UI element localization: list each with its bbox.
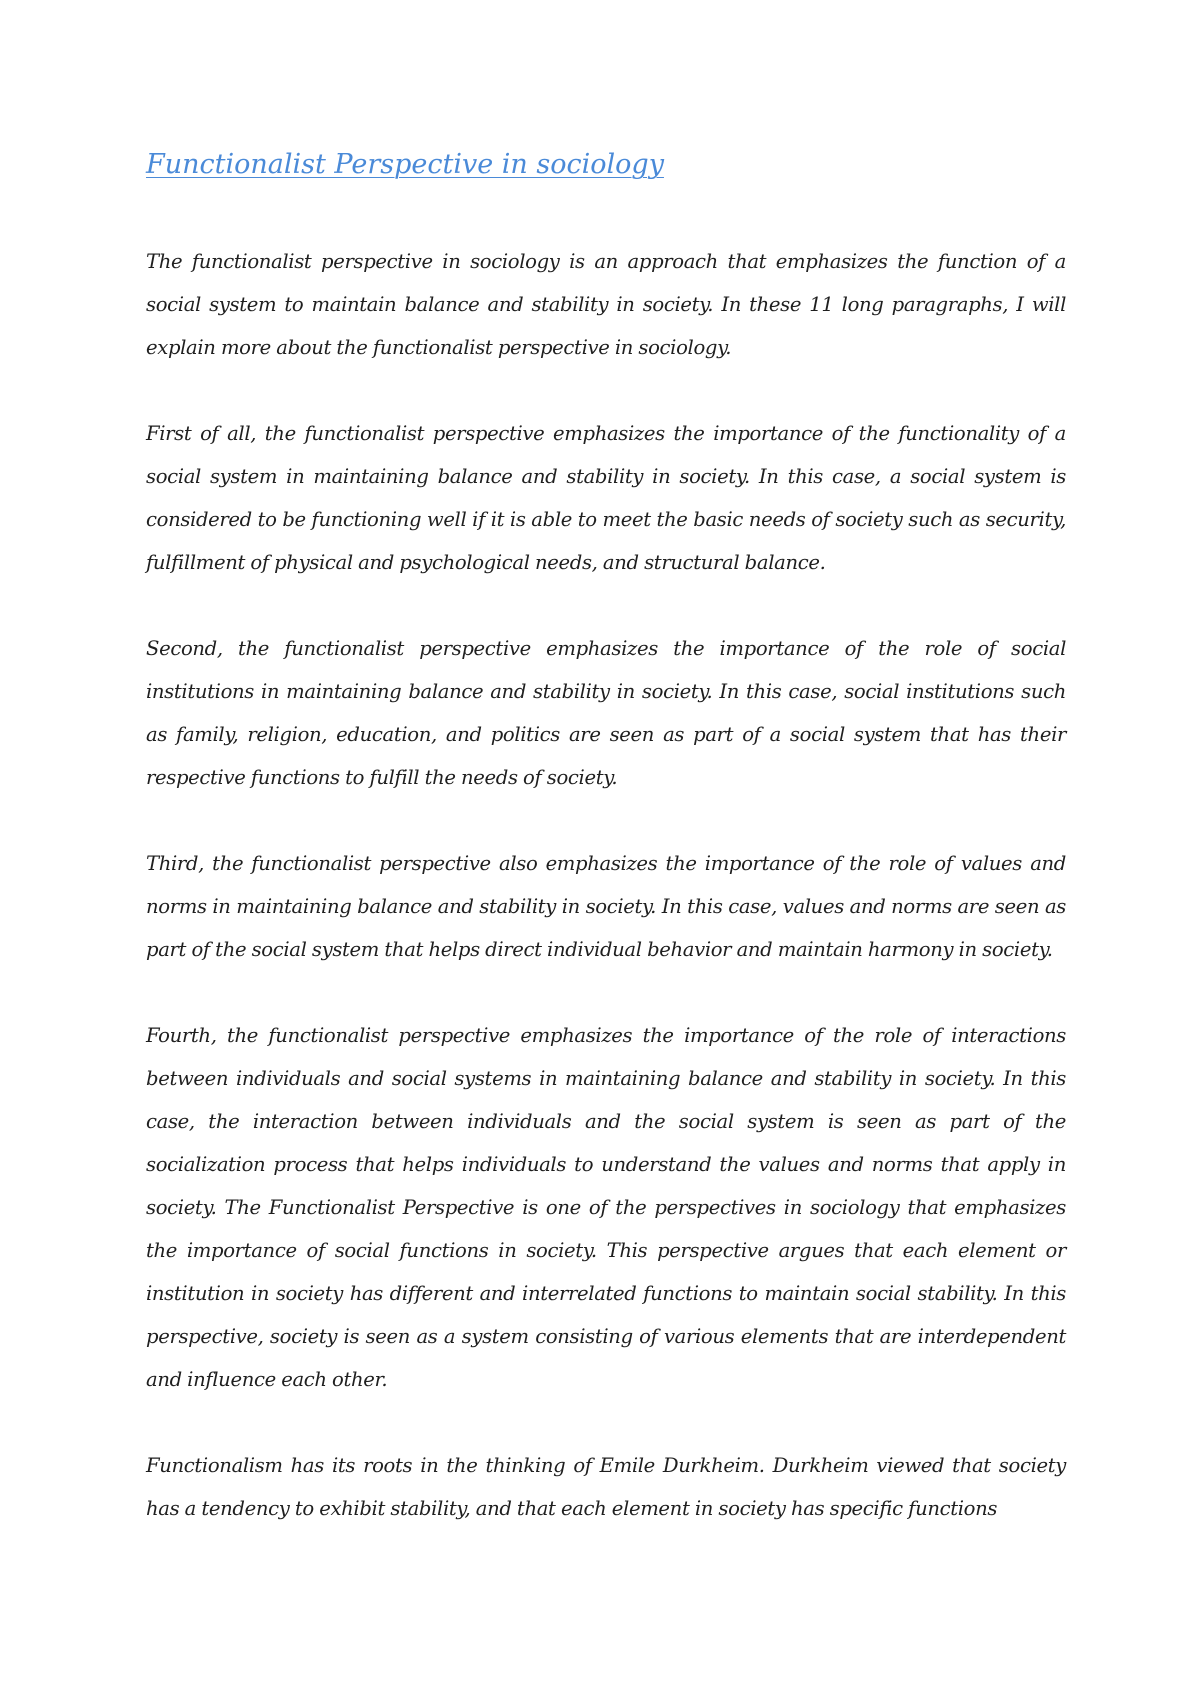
paragraph-first: First of all, the functionalist perspective emphasizes the importance of the functionality of a social system in maintaining balance and stability in society. In this case, a social system is considered to be functioning well if it is able to meet the basic needs of society such as security, fulfillment of physical and psychological needs, and structural balance. (146, 422, 1066, 574)
paragraph-intro: The functionalist perspective in sociology is an approach that emphasizes the function of a social system to maintain balance and stability in society. In these 11 long paragraphs, I will explain more about the functionalist perspective in sociology. (146, 250, 1066, 359)
paragraph-third: Third, the functionalist perspective also emphasizes the importance of the role of values and norms in maintaining balance and stability in society. In this case, values and norms are seen as part of the social system that helps direct individual behavior and maintain harmony in society. (146, 852, 1066, 961)
document-body (146, 240, 1066, 1573)
paragraph-fourth: Fourth, the functionalist perspective emphasizes the importance of the role of interactions between individuals and social systems in maintaining balance and stability in society. In this case, the interaction between individuals and the social system is seen as part of the socialization process that helps individuals to understand the values and norms that apply in society. The Functionalist Perspective is one of the perspectives in sociology that emphasizes the importance of social functions in society. This perspective argues that each element or institution in society has different and interrelated functions to maintain social stability. In this perspective, society is seen as a system consisting of various elements that are interdependent and influence each other. (146, 1024, 1066, 1391)
paragraph-durkheim: Functionalism has its roots in the thinking of Emile Durkheim. Durkheim viewed that society has a tendency to exhibit stability, and that each element in society has specific functions (146, 1454, 1066, 1520)
document-title: Functionalist Perspective in sociology (146, 149, 664, 180)
paragraph-second: Second, the functionalist perspective emphasizes the importance of the role of social institutions in maintaining balance and stability in society. In this case, social institutions such as family, religion, education, and politics are seen as part of a social system that has their respective functions to fulfill the needs of society. (146, 637, 1066, 789)
